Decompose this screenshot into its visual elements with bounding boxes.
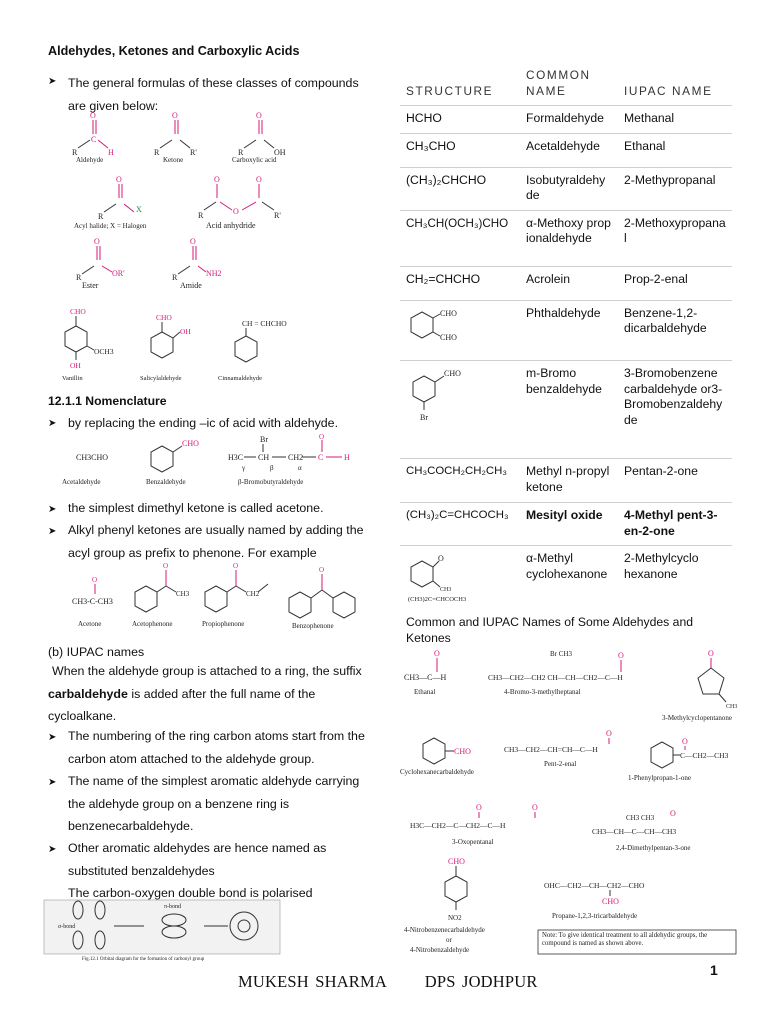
label-acetophenone: Acetophenone (132, 620, 173, 628)
cell-structure: CH₃COCH₂CH₂CH₃ (400, 459, 520, 503)
label-oxopentanal: 3-Oxopentanal (452, 838, 494, 846)
svg-text:CH2: CH2 (288, 453, 304, 462)
svg-text:R: R (76, 273, 82, 282)
bullet-marker: ➤ (48, 732, 57, 743)
svg-text:O: O (319, 566, 325, 574)
svg-text:H3C—CH2—C—CH2—C—H: H3C—CH2—C—CH2—C—H (410, 821, 506, 830)
label-ester: Ester (82, 281, 99, 290)
svg-text:O: O (476, 803, 482, 812)
svg-text:H: H (344, 453, 350, 462)
svg-text:NO2: NO2 (448, 914, 462, 922)
svg-text:CH2: CH2 (246, 590, 260, 598)
carbaldehyde-paragraph: When the aldehyde group is attached to a ring, the suffix carbaldehyde is added after the full name of the cycloalkane. (48, 664, 362, 724)
page-title: Aldehydes, Ketones and Carboxylic Acids (48, 44, 300, 58)
header-structure: STRUCTURE (406, 83, 494, 98)
aromatic-rule: The name of the simplest aromatic aldehyde carrying the aldehyde group on a benzene ring is benzenecarbaldehyde. (68, 774, 360, 834)
cell-structure (400, 361, 520, 459)
nomenclature-heading: 12.1.1 Nomenclature (48, 394, 167, 408)
orbital-diagram-figure (44, 896, 284, 962)
svg-text:O: O (163, 562, 169, 570)
svg-text:CH3—C—H: CH3—C—H (404, 673, 447, 682)
cell-structure (400, 300, 520, 361)
label-benzaldehyde: Benzaldehyde (146, 478, 186, 486)
cell-iupac: Benzene-1,2-dicarbaldehyde (618, 300, 732, 361)
svg-text:CHO: CHO (454, 747, 471, 756)
label-ketone: Ketone (163, 156, 184, 164)
svg-text:CHO: CHO (444, 369, 461, 378)
svg-text:O: O (92, 576, 98, 584)
table-row (400, 503, 732, 546)
label-cyclohexanecarbaldehyde: Cyclohexanecarbaldehyde (400, 768, 474, 776)
label-cinnamaldehyde: Cinnamaldehyde (218, 375, 263, 382)
cell-structure: CH₃CH(OCH₃)CHO (400, 210, 520, 266)
svg-text:O: O (708, 649, 714, 658)
label-pent-2-enal: Pent-2-enal (544, 760, 577, 768)
svg-text:R: R (72, 148, 78, 157)
svg-text:C: C (318, 453, 324, 462)
svg-text:O: O (94, 237, 100, 246)
svg-text:O: O (438, 554, 444, 563)
cell-common: Acetaldehyde (520, 133, 618, 167)
phthaldehyde-structure (406, 306, 476, 350)
svg-text:H3C: H3C (228, 453, 244, 462)
label-acetaldehyde: Acetaldehyde (62, 478, 101, 486)
svg-text:CH3-C-CH3: CH3-C-CH3 (72, 597, 113, 606)
cell-structure: CH₂=CHCHO (400, 266, 520, 300)
svg-text:R: R (198, 211, 204, 220)
cell-structure: HCHO (400, 106, 520, 134)
table-row (400, 106, 732, 134)
label-propiophenone: Propiophenone (202, 620, 245, 628)
figure-caption: Fig.12.1 Orbital diagram for the formation of carbonyl group (82, 957, 205, 962)
bullet-marker: ➤ (48, 844, 57, 855)
svg-text:CH3—CH—C—CH—CH3: CH3—CH—C—CH—CH3 (592, 827, 677, 836)
cell-structure: (CH₃)₂CHCHO (400, 167, 520, 210)
table-header-row (400, 68, 732, 106)
svg-text:C: C (91, 135, 97, 144)
label-acyl-halide: Acyl halide; X = Halogen (74, 222, 147, 230)
svg-text:CHO: CHO (448, 857, 465, 866)
label-methylcyclopentanone: 3-Methylcyclopentanone (662, 714, 732, 722)
svg-text:CHO: CHO (440, 308, 457, 318)
cell-iupac: 3-Bromobenzene carbaldehyde or3-Bromobenzaldehyde (618, 361, 732, 459)
table-row (400, 361, 732, 459)
bullet-marker: ➤ (48, 777, 57, 788)
svg-text:γ: γ (242, 464, 246, 472)
cell-common: Isobutyraldehyde (520, 167, 618, 210)
svg-text:Br CH3: Br CH3 (550, 650, 572, 658)
acetone-rule: the simplest dimethyl ketone is called acetone. (68, 501, 324, 515)
label-bromobutyraldehyde: β-Bromobutyraldehyde (238, 478, 304, 486)
svg-text:R: R (238, 148, 244, 157)
methylcyclohexanone-structure (406, 551, 506, 605)
svg-text:O: O (532, 803, 538, 812)
svg-text:CH: CH (258, 453, 270, 462)
cell-iupac: 2-Methylcyclo hexanone (618, 546, 732, 616)
svg-text:X: X (136, 205, 142, 214)
svg-text:CHO: CHO (602, 897, 619, 906)
svg-text:(CH3)2C=CHCOCH3: (CH3)2C=CHCOCH3 (408, 596, 467, 603)
cell-common: Formaldehyde (520, 106, 618, 134)
label-nitrobenzaldehyde: 4-Nitrobenzaldehyde (410, 946, 470, 954)
names-table (400, 68, 732, 616)
svg-text:O: O (606, 729, 612, 738)
svg-text:O: O (172, 111, 178, 120)
cell-common: α-Methoxy propionaldehyde (520, 210, 618, 266)
carbaldehyde-term: carbaldehyde (48, 686, 128, 701)
svg-text:O: O (319, 433, 325, 441)
table-row (400, 546, 732, 616)
svg-text:CHO: CHO (70, 307, 86, 316)
svg-text:H: H (108, 148, 114, 157)
cell-common: α-Methyl cyclohexanone (520, 546, 618, 616)
cell-common: Mesityl oxide (520, 503, 618, 546)
label-salicylaldehyde: Salicylaldehyde (140, 375, 182, 382)
table-row (400, 266, 732, 300)
cell-iupac: Methanal (618, 106, 732, 134)
svg-text:OH: OH (274, 148, 286, 157)
svg-text:O: O (233, 562, 239, 570)
svg-text:Br: Br (260, 435, 268, 444)
substituted-rule: Other aromatic aldehydes are hence named as substituted benzaldehydes The carbon-oxygen double bond is polarised (68, 841, 327, 901)
svg-text:OHC—CH2—CH—CH2—CHO: OHC—CH2—CH—CH2—CHO (544, 881, 645, 890)
svg-text:OH: OH (70, 361, 81, 370)
header-common-name: COMMON NAME (526, 68, 591, 98)
label-bromo-heptanal: 4-Bromo-3-methylheptanal (504, 688, 581, 696)
phenone-rule: Alkyl phenyl ketones are usually named by adding the acyl group as prefix to phenone. For example (68, 523, 364, 560)
svg-text:O: O (670, 809, 676, 818)
svg-text:R: R (154, 148, 160, 157)
bullet-marker: ➤ (48, 76, 57, 87)
general-formulas-figure (66, 110, 366, 290)
svg-text:CH3—CH2—CH2 CH—CH—CH2—C—H: CH3—CH2—CH2 CH—CH—CH2—C—H (488, 673, 623, 682)
svg-text:CH3: CH3 (440, 587, 452, 593)
cell-structure (400, 546, 520, 616)
numbering-rule: The numbering of the ring carbon atoms start from the carbon atom attached to the aldehyde group. (68, 729, 365, 766)
iupac-examples-figure (400, 648, 740, 958)
cell-common: Acrolein (520, 266, 618, 300)
cell-iupac: Ethanal (618, 133, 732, 167)
label-phenylpropanone: 1-Phenylpropan-1-one (628, 774, 691, 782)
svg-text:CHO: CHO (156, 313, 172, 322)
svg-text:α: α (298, 464, 302, 472)
svg-text:R: R (172, 273, 178, 282)
intro-text: The general formulas of these classes of compounds are given below: (68, 76, 359, 113)
svg-text:OCH3: OCH3 (94, 347, 114, 356)
svg-text:CH = CHCHO: CH = CHCHO (242, 319, 287, 328)
label-nitrobenzenecarbaldehyde: 4-Nitrobenzenecarbaldehyde (404, 926, 485, 934)
svg-text:R': R' (274, 211, 281, 220)
svg-text:O: O (90, 111, 96, 120)
table-row (400, 133, 732, 167)
nomenclature-rule: by replacing the ending –ic of acid with aldehyde. (68, 416, 339, 430)
footer (238, 972, 538, 992)
footer-author: MUKESH SHARMA (238, 972, 387, 991)
svg-text:O: O (190, 237, 196, 246)
svg-text:CH3: CH3 (726, 704, 738, 710)
svg-text:R': R' (190, 148, 197, 157)
header-iupac-name: IUPAC NAME (624, 83, 713, 98)
cell-iupac: Prop-2-enal (618, 266, 732, 300)
cell-iupac: Pentan-2-one (618, 459, 732, 503)
natural-aldehydes-figure (56, 304, 356, 384)
svg-text:O: O (256, 175, 262, 184)
page-number: 1 (710, 962, 718, 978)
svg-text:CH3—CH2—CH=CH—C—H: CH3—CH2—CH=CH—C—H (504, 745, 598, 754)
cell-common: Methyl n-propyl ketone (520, 459, 618, 503)
label-carboxylic-acid: Carboxylic acid (232, 156, 277, 164)
label-acetone: Acetone (78, 620, 102, 628)
svg-text:π-bond: π-bond (164, 904, 182, 910)
svg-text:O: O (116, 175, 122, 184)
label-dimethylpentanone: 2,4-Dimethylpentan-3-one (616, 844, 691, 852)
svg-text:O: O (434, 649, 440, 658)
svg-text:C—CH2—CH3: C—CH2—CH3 (680, 751, 729, 760)
svg-text:O: O (618, 651, 624, 660)
cell-iupac: 2-Methoxypropanal (618, 210, 732, 266)
cell-iupac: 2-Methypropanal (618, 167, 732, 210)
svg-text:β: β (270, 464, 274, 472)
svg-text:NH2: NH2 (206, 269, 222, 278)
bullet-marker: ➤ (48, 504, 57, 515)
label-propane-tricarbaldehyde: Propane-1,2,3-tricarbaldehyde (552, 912, 638, 920)
cell-common: Phthaldehyde (520, 300, 618, 361)
label-amide: Amide (180, 281, 202, 290)
cell-structure: (CH₃)₂C=CHCOCH₃ (400, 503, 520, 546)
cell-iupac: 4-Methyl pent-3-en-2-one (618, 503, 732, 546)
iupac-subheading: (b) IUPAC names (48, 645, 145, 659)
cell-structure: CH₃CHO (400, 133, 520, 167)
svg-text:O: O (233, 207, 239, 216)
svg-text:OH: OH (180, 327, 191, 336)
svg-text:CH3: CH3 (176, 590, 190, 598)
label-aldehyde: Aldehyde (76, 156, 104, 164)
footer-school: DPS JODHPUR (424, 972, 538, 991)
svg-text:CHO: CHO (182, 439, 199, 448)
svg-text:O: O (256, 111, 262, 120)
label-acid-anhydride: Acid anhydride (206, 221, 256, 230)
bullet-marker: ➤ (48, 526, 57, 537)
svg-text:σ-bond: σ-bond (58, 924, 76, 930)
bullet-marker: ➤ (48, 418, 57, 429)
svg-text:CH3CHO: CH3CHO (76, 453, 109, 462)
cell-common: m-Bromo benzaldehyde (520, 361, 618, 459)
bromobenzaldehyde-structure (406, 366, 486, 426)
svg-text:Br: Br (420, 413, 428, 422)
svg-text:O: O (682, 737, 688, 746)
label-ethanal: Ethanal (414, 688, 436, 696)
table-row (400, 167, 732, 210)
label-vanillin: Vanillin (62, 375, 83, 382)
aldehyde-examples-figure (62, 434, 362, 486)
svg-text:CH3 CH3: CH3 CH3 (626, 814, 655, 822)
naming-note: Note: To give identical treatment to all aldehydic groups, the compound is named as shown above. (542, 932, 708, 947)
label-benzophenone: Benzophenone (292, 622, 334, 630)
label-or: or (446, 936, 452, 944)
svg-text:O: O (214, 175, 220, 184)
svg-text:CHO: CHO (440, 332, 457, 342)
svg-text:R: R (98, 212, 104, 221)
svg-text:OR': OR' (112, 269, 125, 278)
ketone-examples-figure (68, 562, 378, 632)
table-row (400, 210, 732, 266)
table-row (400, 459, 732, 503)
table-row (400, 300, 732, 361)
table-caption: Common and IUPAC Names of Some Aldehydes and Ketones (406, 615, 693, 645)
